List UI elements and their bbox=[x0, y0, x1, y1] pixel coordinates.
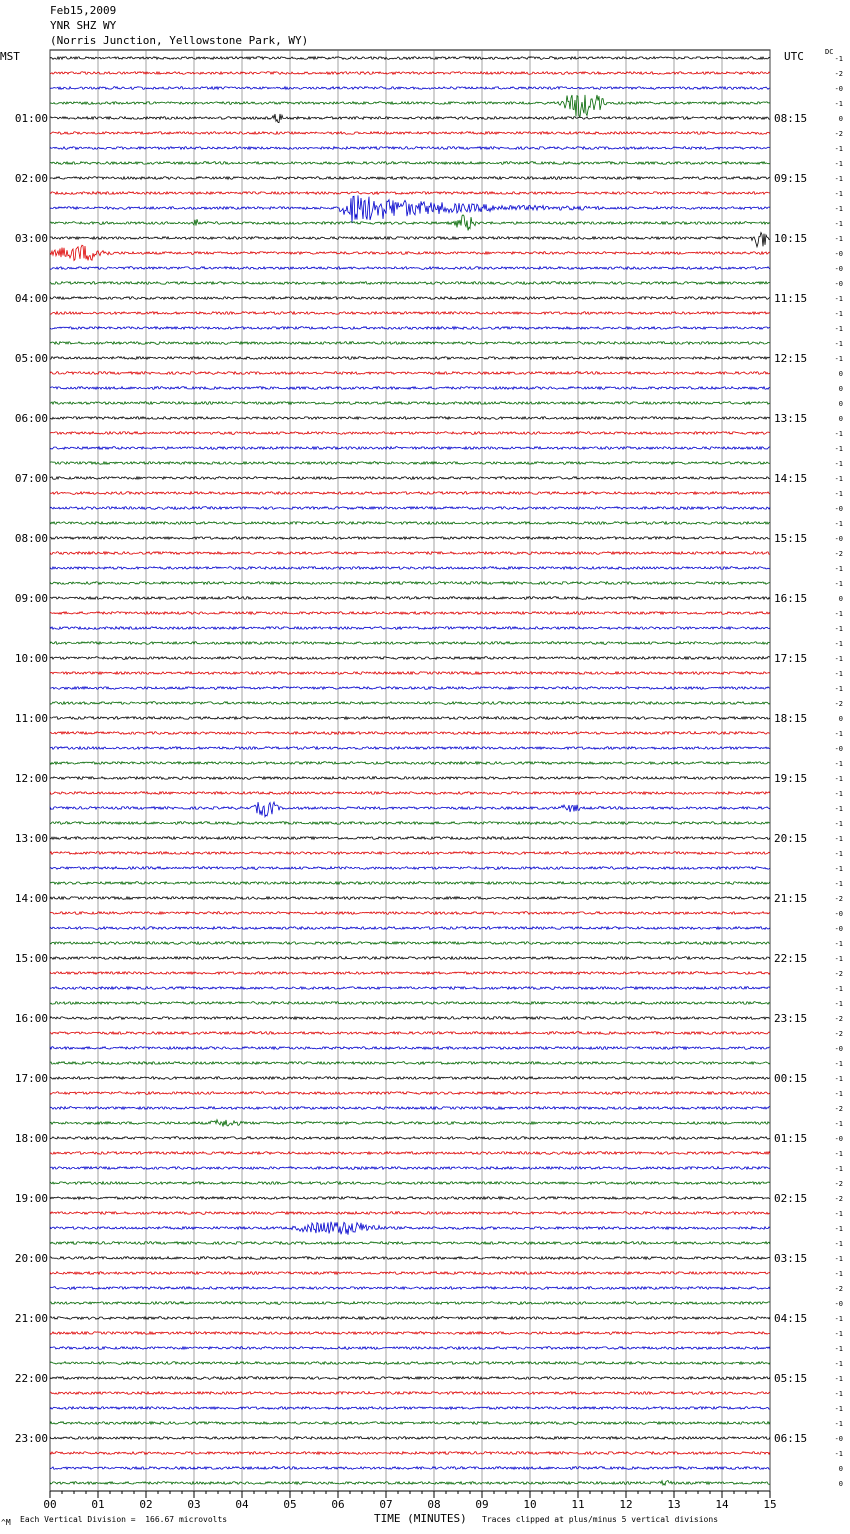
x-tick-label: 05 bbox=[283, 1498, 297, 1511]
trace-line bbox=[50, 327, 770, 330]
trace-line bbox=[50, 1182, 770, 1185]
left-hour-label: 04:00 bbox=[14, 292, 48, 305]
dc-offset-value: -1 bbox=[834, 1390, 843, 1398]
trace-line bbox=[50, 1047, 770, 1050]
trace-line bbox=[50, 792, 770, 795]
trace-line bbox=[50, 1017, 770, 1020]
trace-line bbox=[50, 1120, 770, 1127]
trace-line bbox=[50, 1377, 770, 1380]
x-tick-label: 13 bbox=[667, 1498, 681, 1511]
x-tick-label: 14 bbox=[715, 1498, 729, 1511]
x-tick-label: 03 bbox=[187, 1498, 201, 1511]
x-tick-label: 02 bbox=[139, 1498, 153, 1511]
trace-line bbox=[50, 177, 770, 180]
trace-line bbox=[50, 297, 770, 300]
trace-line bbox=[50, 507, 770, 510]
trace-line bbox=[50, 1257, 770, 1260]
right-hour-label: 16:15 bbox=[774, 592, 808, 605]
left-hour-label: 18:00 bbox=[14, 1132, 48, 1145]
left-hour-label: 09:00 bbox=[14, 592, 48, 605]
left-hour-label: 02:00 bbox=[14, 172, 48, 185]
x-tick-label: 15 bbox=[763, 1498, 777, 1511]
dc-offset-value: -1 bbox=[834, 1450, 843, 1458]
dc-offset-value: -2 bbox=[834, 1105, 843, 1113]
dc-offset-value: -1 bbox=[834, 220, 843, 228]
dc-offset-value: -1 bbox=[834, 730, 843, 738]
trace-line bbox=[50, 372, 770, 375]
trace-line bbox=[50, 57, 770, 60]
right-hour-label: 00:15 bbox=[774, 1072, 808, 1085]
trace-line bbox=[50, 552, 770, 555]
left-hour-label: 23:00 bbox=[14, 1432, 48, 1445]
trace-line bbox=[50, 87, 770, 90]
dc-offset-value: -1 bbox=[834, 1225, 843, 1233]
dc-offset-value: -1 bbox=[834, 310, 843, 318]
left-hour-label: 16:00 bbox=[14, 1012, 48, 1025]
dc-offset-value: -2 bbox=[834, 1195, 843, 1203]
dc-offset-value: -1 bbox=[834, 100, 843, 108]
dc-offset-value: -1 bbox=[834, 1420, 843, 1428]
trace-line bbox=[50, 1152, 770, 1155]
trace-line bbox=[50, 417, 770, 420]
right-hour-label: 12:15 bbox=[774, 352, 808, 365]
dc-offset-value: -1 bbox=[834, 160, 843, 168]
dc-offset-value: -1 bbox=[834, 1375, 843, 1383]
trace-line bbox=[50, 147, 770, 150]
dc-offset-value: -1 bbox=[834, 1330, 843, 1338]
x-tick-label: 11 bbox=[571, 1498, 585, 1511]
trace-line bbox=[50, 1407, 770, 1410]
x-tick-label: 04 bbox=[235, 1498, 249, 1511]
right-hour-label: 21:15 bbox=[774, 892, 808, 905]
trace-line bbox=[50, 522, 770, 525]
dc-offset-value: 0 bbox=[838, 1465, 843, 1473]
trace-line bbox=[50, 1242, 770, 1245]
dc-offset-value: -1 bbox=[834, 1060, 843, 1068]
right-hour-label: 11:15 bbox=[774, 292, 808, 305]
trace-line bbox=[50, 802, 770, 817]
right-hour-label: 01:15 bbox=[774, 1132, 808, 1145]
dc-offset-value: -1 bbox=[834, 955, 843, 963]
dc-offset-value: -0 bbox=[834, 265, 843, 273]
dc-offset-value: -2 bbox=[834, 1285, 843, 1293]
x-tick-label: 07 bbox=[379, 1498, 393, 1511]
trace-line bbox=[50, 215, 770, 231]
x-tick-label: 12 bbox=[619, 1498, 633, 1511]
left-hour-label: 10:00 bbox=[14, 652, 48, 665]
dc-offset-value: -1 bbox=[834, 1360, 843, 1368]
trace-line bbox=[50, 72, 770, 75]
right-hour-label: 10:15 bbox=[774, 232, 808, 245]
dc-offset-value: -1 bbox=[834, 1090, 843, 1098]
trace-line bbox=[50, 1287, 770, 1290]
dc-offset-value: -1 bbox=[834, 1240, 843, 1248]
trace-line bbox=[50, 1422, 770, 1425]
trace-line bbox=[50, 1167, 770, 1170]
dc-offset-value: -1 bbox=[834, 625, 843, 633]
trace-line bbox=[50, 1077, 770, 1080]
left-hour-label: 21:00 bbox=[14, 1312, 48, 1325]
plot-frame bbox=[50, 50, 770, 1491]
x-tick-label: 00 bbox=[43, 1498, 57, 1511]
trace-line bbox=[50, 687, 770, 690]
left-hour-label: 20:00 bbox=[14, 1252, 48, 1265]
dc-offset-value: -1 bbox=[834, 685, 843, 693]
dc-offset-value: -1 bbox=[834, 805, 843, 813]
trace-line bbox=[50, 492, 770, 495]
trace-line bbox=[50, 387, 770, 390]
dc-offset-value: -1 bbox=[834, 55, 843, 63]
dc-offset-value: -1 bbox=[834, 430, 843, 438]
dc-offset-value: -1 bbox=[834, 790, 843, 798]
trace-line bbox=[50, 282, 770, 285]
dc-offset-value: -0 bbox=[834, 505, 843, 513]
left-hour-label: 22:00 bbox=[14, 1372, 48, 1385]
trace-line bbox=[50, 1317, 770, 1320]
dc-offset-value: -1 bbox=[834, 1315, 843, 1323]
right-hour-label: 23:15 bbox=[774, 1012, 808, 1025]
trace-line bbox=[50, 912, 770, 915]
dc-offset-value: -1 bbox=[834, 775, 843, 783]
trace-line bbox=[50, 867, 770, 870]
dc-offset-value: -0 bbox=[834, 250, 843, 258]
dc-offset-value: -1 bbox=[834, 190, 843, 198]
trace-line bbox=[50, 402, 770, 405]
trace-line bbox=[50, 192, 770, 195]
trace-line bbox=[50, 672, 770, 675]
left-hour-label: 13:00 bbox=[14, 832, 48, 845]
trace-line bbox=[50, 657, 770, 660]
trace-line bbox=[50, 1302, 770, 1305]
dc-offset-value: -1 bbox=[834, 295, 843, 303]
dc-offset-value: -1 bbox=[834, 865, 843, 873]
trace-line bbox=[50, 95, 770, 117]
dc-offset-value: 0 bbox=[838, 385, 843, 393]
left-hour-label: 14:00 bbox=[14, 892, 48, 905]
trace-line bbox=[50, 1467, 770, 1470]
right-hour-label: 14:15 bbox=[774, 472, 808, 485]
trace-line bbox=[50, 1437, 770, 1440]
dc-offset-value: -1 bbox=[834, 1150, 843, 1158]
trace-line bbox=[50, 162, 770, 165]
right-hour-label: 08:15 bbox=[774, 112, 808, 125]
dc-offset-value: -1 bbox=[834, 175, 843, 183]
dc-offset-value: -1 bbox=[834, 145, 843, 153]
dc-offset-value: -0 bbox=[834, 85, 843, 93]
trace-line bbox=[50, 114, 770, 123]
dc-offset-value: -1 bbox=[834, 325, 843, 333]
trace-line bbox=[50, 1092, 770, 1095]
trace-line bbox=[50, 777, 770, 780]
clip-note: Traces clipped at plus/minus 5 vertical divisions bbox=[482, 1515, 719, 1524]
left-hour-label: 17:00 bbox=[14, 1072, 48, 1085]
trace-line bbox=[50, 897, 770, 900]
trace-line bbox=[50, 1197, 770, 1200]
trace-line bbox=[50, 942, 770, 945]
right-hour-label: 19:15 bbox=[774, 772, 808, 785]
trace-line bbox=[50, 462, 770, 465]
dc-offset-value: 0 bbox=[838, 715, 843, 723]
right-hour-label: 09:15 bbox=[774, 172, 808, 185]
dc-offset-value: 0 bbox=[838, 115, 843, 123]
trace-line bbox=[50, 882, 770, 885]
trace-line bbox=[50, 537, 770, 540]
dc-offset-value: -1 bbox=[834, 1270, 843, 1278]
right-hour-label: 03:15 bbox=[774, 1252, 808, 1265]
trace-line bbox=[50, 597, 770, 600]
left-hour-label: 11:00 bbox=[14, 712, 48, 725]
dc-offset-value: -1 bbox=[834, 940, 843, 948]
trace-line bbox=[50, 1212, 770, 1215]
dc-offset-value: -1 bbox=[834, 1255, 843, 1263]
x-axis-title: TIME (MINUTES) bbox=[374, 1512, 467, 1525]
left-hour-label: 01:00 bbox=[14, 112, 48, 125]
dc-offset-value: -0 bbox=[834, 535, 843, 543]
dc-offset-value: -1 bbox=[834, 1210, 843, 1218]
trace-line bbox=[50, 987, 770, 990]
dc-offset-value: -0 bbox=[834, 1435, 843, 1443]
dc-offset-value: 0 bbox=[838, 415, 843, 423]
trace-line bbox=[50, 1032, 770, 1035]
trace-line bbox=[50, 233, 770, 247]
trace-line bbox=[50, 762, 770, 765]
station-code: YNR SHZ WY bbox=[50, 19, 117, 32]
trace-line bbox=[50, 927, 770, 930]
trace-line bbox=[50, 1062, 770, 1065]
dc-offset-value: -1 bbox=[834, 580, 843, 588]
dc-offset-value: -2 bbox=[834, 895, 843, 903]
trace-line bbox=[50, 732, 770, 735]
trace-line bbox=[50, 342, 770, 345]
trace-line bbox=[50, 582, 770, 585]
dc-offset-value: 0 bbox=[838, 400, 843, 408]
dc-offset-value: 0 bbox=[838, 1480, 843, 1488]
dc-offset-value: 0 bbox=[838, 370, 843, 378]
trace-line bbox=[50, 1332, 770, 1335]
dc-offset-value: -1 bbox=[834, 760, 843, 768]
dc-offset-value: -0 bbox=[834, 1045, 843, 1053]
trace-line bbox=[50, 1481, 770, 1486]
trace-line bbox=[50, 132, 770, 135]
plot-date: Feb15,2009 bbox=[50, 4, 117, 17]
trace-line bbox=[50, 747, 770, 750]
dc-offset-value: -2 bbox=[834, 1030, 843, 1038]
dc-offset-value: -1 bbox=[834, 985, 843, 993]
trace-line bbox=[50, 1392, 770, 1395]
trace-line bbox=[50, 1107, 770, 1110]
dc-offset-value: -0 bbox=[834, 745, 843, 753]
trace-line bbox=[50, 447, 770, 450]
trace-line bbox=[50, 1362, 770, 1365]
dc-offset-value: -1 bbox=[834, 520, 843, 528]
station-location: (Norris Junction, Yellowstone Park, WY) bbox=[50, 34, 309, 47]
left-hour-label: 08:00 bbox=[14, 532, 48, 545]
trace-line bbox=[50, 1347, 770, 1350]
dc-offset-value: -1 bbox=[834, 1405, 843, 1413]
dc-offset-value: -2 bbox=[834, 550, 843, 558]
trace-line bbox=[50, 312, 770, 315]
right-hour-label: 05:15 bbox=[774, 1372, 808, 1385]
dc-offset-value: -1 bbox=[834, 880, 843, 888]
right-hour-label: 02:15 bbox=[774, 1192, 808, 1205]
dc-offset-value: -1 bbox=[834, 565, 843, 573]
trace-line bbox=[50, 245, 770, 260]
trace-line bbox=[50, 477, 770, 480]
x-tick-label: 08 bbox=[427, 1498, 441, 1511]
corner-mark: ^M bbox=[1, 1518, 11, 1527]
dc-offset-value: -1 bbox=[834, 820, 843, 828]
trace-line bbox=[50, 1137, 770, 1140]
dc-offset-value: -1 bbox=[834, 355, 843, 363]
dc-offset-value: -1 bbox=[834, 850, 843, 858]
right-hour-label: 13:15 bbox=[774, 412, 808, 425]
trace-line bbox=[50, 837, 770, 840]
left-hour-label: 12:00 bbox=[14, 772, 48, 785]
trace-line bbox=[50, 357, 770, 360]
left-hour-label: 07:00 bbox=[14, 472, 48, 485]
right-hour-label: 18:15 bbox=[774, 712, 808, 725]
x-tick-label: 06 bbox=[331, 1498, 345, 1511]
left-hour-label: 06:00 bbox=[14, 412, 48, 425]
trace-line bbox=[50, 567, 770, 570]
dc-offset-value: -1 bbox=[834, 460, 843, 468]
trace-line bbox=[50, 642, 770, 645]
dc-offset-value: -1 bbox=[834, 490, 843, 498]
trace-line bbox=[50, 717, 770, 720]
right-hour-label: 17:15 bbox=[774, 652, 808, 665]
right-hour-label: 04:15 bbox=[774, 1312, 808, 1325]
dc-offset-value: -2 bbox=[834, 1015, 843, 1023]
dc-offset-value: -0 bbox=[834, 910, 843, 918]
dc-offset-value: -2 bbox=[834, 70, 843, 78]
dc-offset-value: -1 bbox=[834, 670, 843, 678]
right-hour-label: 20:15 bbox=[774, 832, 808, 845]
dc-offset-header: DC bbox=[825, 48, 834, 56]
dc-offset-value: 0 bbox=[838, 595, 843, 603]
trace-line bbox=[50, 822, 770, 825]
trace-line bbox=[50, 432, 770, 435]
dc-offset-value: -1 bbox=[834, 1000, 843, 1008]
right-hour-label: 15:15 bbox=[774, 532, 808, 545]
x-tick-label: 09 bbox=[475, 1498, 489, 1511]
trace-line bbox=[50, 972, 770, 975]
x-tick-label: 01 bbox=[91, 1498, 105, 1511]
trace-line bbox=[50, 1272, 770, 1275]
dc-offset-value: -1 bbox=[834, 1120, 843, 1128]
dc-offset-value: -0 bbox=[834, 925, 843, 933]
dc-offset-value: -1 bbox=[834, 655, 843, 663]
dc-offset-value: -1 bbox=[834, 835, 843, 843]
dc-offset-value: -1 bbox=[834, 1345, 843, 1353]
vertical-scale-note: Each Vertical Division = 166.67 microvolts bbox=[20, 1515, 228, 1524]
dc-offset-value: -1 bbox=[834, 1075, 843, 1083]
trace-line bbox=[50, 1452, 770, 1455]
dc-offset-value: -0 bbox=[834, 280, 843, 288]
left-hour-label: 03:00 bbox=[14, 232, 48, 245]
dc-offset-value: -1 bbox=[834, 340, 843, 348]
dc-offset-value: -1 bbox=[834, 235, 843, 243]
dc-offset-value: -2 bbox=[834, 970, 843, 978]
left-timezone-label: MST bbox=[0, 50, 20, 63]
dc-offset-value: -2 bbox=[834, 700, 843, 708]
dc-offset-value: -2 bbox=[834, 1180, 843, 1188]
x-tick-label: 10 bbox=[523, 1498, 537, 1511]
trace-line bbox=[50, 267, 770, 270]
trace-line bbox=[50, 195, 770, 223]
right-hour-label: 06:15 bbox=[774, 1432, 808, 1445]
left-hour-label: 19:00 bbox=[14, 1192, 48, 1205]
trace-line bbox=[50, 1222, 770, 1235]
trace-line bbox=[50, 702, 770, 705]
dc-offset-value: -2 bbox=[834, 130, 843, 138]
left-hour-label: 15:00 bbox=[14, 952, 48, 965]
dc-offset-value: -1 bbox=[834, 205, 843, 213]
dc-offset-value: -1 bbox=[834, 445, 843, 453]
dc-offset-value: -1 bbox=[834, 475, 843, 483]
right-hour-label: 22:15 bbox=[774, 952, 808, 965]
trace-line bbox=[50, 852, 770, 855]
right-timezone-label: UTC bbox=[784, 50, 804, 63]
dc-offset-value: -0 bbox=[834, 1135, 843, 1143]
trace-line bbox=[50, 612, 770, 615]
trace-line bbox=[50, 957, 770, 960]
dc-offset-value: -1 bbox=[834, 1165, 843, 1173]
trace-line bbox=[50, 1002, 770, 1005]
dc-offset-value: -1 bbox=[834, 640, 843, 648]
trace-line bbox=[50, 627, 770, 630]
left-hour-label: 05:00 bbox=[14, 352, 48, 365]
dc-offset-value: -1 bbox=[834, 610, 843, 618]
dc-offset-value: -0 bbox=[834, 1300, 843, 1308]
